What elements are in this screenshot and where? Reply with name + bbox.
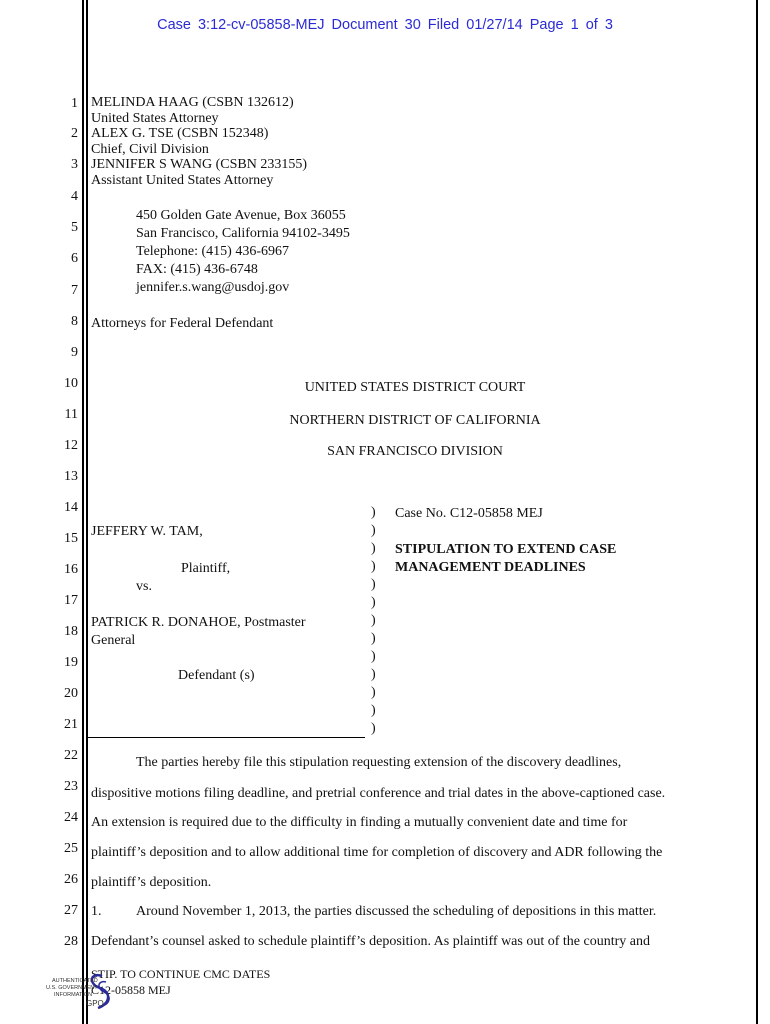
plaintiff-name: JEFFERY W. TAM,	[91, 524, 203, 539]
paren: )	[371, 577, 376, 592]
paren: )	[371, 523, 376, 538]
case-number: Case No. C12-05858 MEJ	[395, 506, 543, 521]
line-number: 20	[64, 686, 78, 701]
seal-line: U.S. GOVERNMENT	[46, 985, 98, 991]
address-line: 450 Golden Gate Avenue, Box 36055	[136, 208, 346, 223]
body-line: plaintiff’s deposition.	[91, 875, 212, 890]
plaintiff-role: Plaintiff,	[181, 561, 231, 576]
line-number: 14	[64, 500, 78, 515]
address-line: San Francisco, California 94102-3495	[136, 226, 350, 241]
line-number: 8	[71, 314, 78, 329]
line-number: 21	[64, 717, 78, 732]
paren: )	[371, 613, 376, 628]
counsel-line: Chief, Civil Division	[91, 142, 209, 157]
paren: )	[371, 721, 376, 736]
paren: )	[371, 541, 376, 556]
line-number: 10	[64, 376, 78, 391]
case-header: Case 3:12-cv-05858-MEJ Document 30 Filed 01/27/14 Page 1 of 3	[157, 17, 613, 33]
footer-title: STIP. TO CONTINUE CMC DATES	[91, 967, 271, 981]
paren: )	[371, 559, 376, 574]
counsel-line: United States Attorney	[91, 111, 219, 126]
line-number: 7	[71, 283, 78, 298]
line-number: 15	[64, 531, 78, 546]
paren: )	[371, 505, 376, 520]
line-number: 9	[71, 345, 78, 360]
counsel-line: MELINDA HAAG (CSBN 132612)	[91, 95, 294, 110]
line-number: 12	[64, 438, 78, 453]
document-title-cont: MANAGEMENT DEADLINES	[395, 560, 586, 575]
line-number: 26	[64, 872, 78, 887]
body-line: plaintiff’s deposition and to allow additional time for completion of discovery and ADR following the	[91, 845, 663, 860]
defendant-name-cont: General	[91, 633, 136, 648]
versus: vs.	[136, 579, 152, 594]
email-link[interactable]: jennifer.s.wang@usdoj.gov	[136, 280, 290, 295]
counsel-line: Assistant United States Attorney	[91, 173, 274, 188]
line-number: 11	[64, 407, 78, 422]
line-number: 22	[64, 748, 78, 763]
address-line: FAX: (415) 436-6748	[136, 262, 258, 277]
defendant-role: Defendant (s)	[178, 668, 255, 683]
line-number: 1	[71, 96, 78, 111]
line-number: 3	[71, 157, 78, 172]
paren: )	[371, 631, 376, 646]
paragraph-number: 1.	[91, 904, 102, 919]
line-number: 13	[64, 469, 78, 484]
line-number: 24	[64, 810, 78, 825]
paren: )	[371, 685, 376, 700]
line-number: 25	[64, 841, 78, 856]
seal-line: GPO	[86, 999, 104, 1008]
line-number: 16	[64, 562, 78, 577]
line-number: 6	[71, 251, 78, 266]
seal-line: INFORMATION	[54, 992, 93, 998]
body-line: Defendant’s counsel asked to schedule plaintiff’s deposition. As plaintiff was out of the country and	[91, 934, 650, 949]
body-line: Around November 1, 2013, the parties discussed the scheduling of depositions in this matter.	[136, 904, 657, 919]
paren: )	[371, 667, 376, 682]
court-district: NORTHERN DISTRICT OF CALIFORNIA	[289, 413, 541, 428]
court-division: SAN FRANCISCO DIVISION	[327, 444, 503, 459]
caption-rule	[86, 737, 365, 738]
body-line: dispositive motions filing deadline, and pretrial conference and trial dates in the above-captioned case.	[91, 786, 666, 801]
attorneys-for: Attorneys for Federal Defendant	[91, 316, 274, 331]
defendant-name: PATRICK R. DONAHOE, Postmaster	[91, 615, 306, 630]
left-margin-rule-outer	[82, 0, 84, 1024]
line-number: 18	[64, 624, 78, 639]
line-number: 19	[64, 655, 78, 670]
body-line: An extension is required due to the difficulty in finding a mutually convenient date and time for	[91, 815, 628, 830]
line-number: 23	[64, 779, 78, 794]
address-line: Telephone: (415) 436-6967	[136, 244, 289, 259]
counsel-line: JENNIFER S WANG (CSBN 233155)	[91, 157, 307, 172]
court-name: UNITED STATES DISTRICT COURT	[304, 380, 526, 395]
line-number: 17	[64, 593, 78, 608]
paren: )	[371, 703, 376, 718]
document-title: STIPULATION TO EXTEND CASE	[395, 542, 617, 557]
right-margin-rule	[756, 0, 758, 1024]
line-number: 27	[64, 903, 78, 918]
line-number: 2	[71, 126, 78, 141]
body-line: The parties hereby file this stipulation requesting extension of the discovery deadlines,	[136, 755, 622, 770]
footer-case-number: C12-05858 MEJ	[91, 983, 171, 997]
line-number: 5	[71, 220, 78, 235]
line-number: 28	[64, 934, 78, 949]
left-margin-rule-inner	[86, 0, 88, 1024]
line-number: 4	[71, 189, 78, 204]
seal-line: AUTHENTICATED	[52, 978, 98, 984]
counsel-line: ALEX G. TSE (CSBN 152348)	[91, 126, 269, 141]
paren: )	[371, 595, 376, 610]
paren: )	[371, 649, 376, 664]
